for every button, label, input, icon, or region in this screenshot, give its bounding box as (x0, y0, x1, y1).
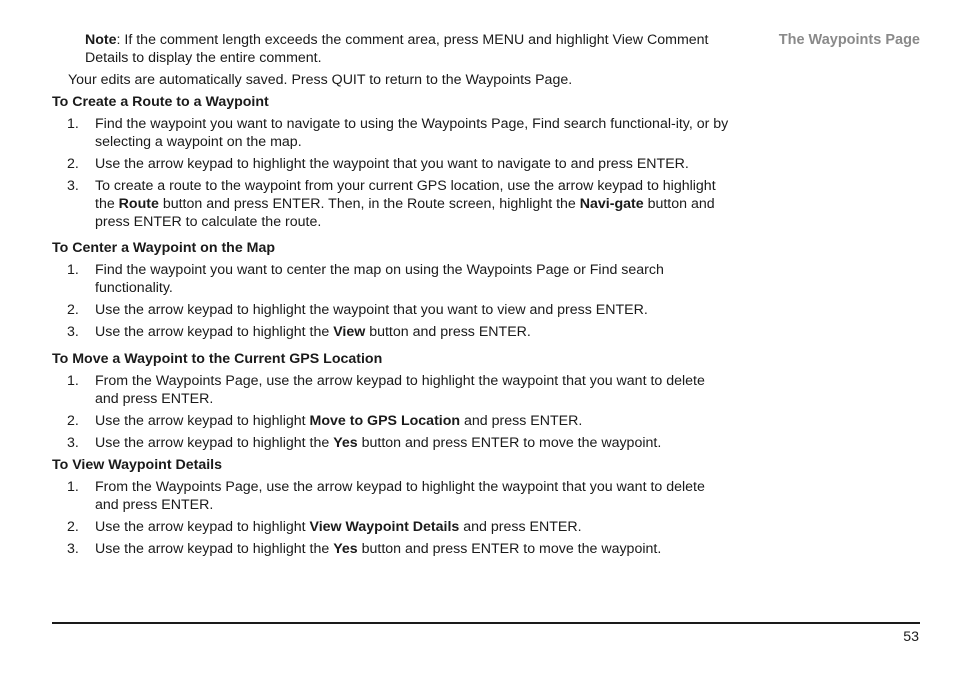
section-heading: To Create a Route to a Waypoint (52, 94, 269, 110)
step-text-bold: View Waypoint Details (309, 519, 460, 535)
step-text: and press ENTER. (460, 413, 583, 429)
step-text: button and press ENTER to move the waypoint. (357, 541, 662, 557)
section-move-waypoint (52, 350, 732, 452)
step-text: From the Waypoints Page, use the arrow keypad to highlight the waypoint that you want to delete and press ENTER. (95, 373, 705, 407)
step-number: 2. (67, 156, 79, 172)
step-number: 3. (67, 324, 79, 340)
step-item (52, 115, 732, 151)
step-text-bold: Route (118, 196, 159, 212)
step-text: Find the waypoint you want to navigate to using the Waypoints Page, Find search functional-ity, or by selecting a waypoint on the map. (95, 116, 729, 150)
step-text: Use the arrow keypad to highlight (95, 519, 310, 535)
step-text: From the Waypoints Page, use the arrow keypad to highlight the waypoint that you want to delete and press ENTER. (95, 479, 705, 513)
edits-paragraph: Your edits are automatically saved. Press QUIT to return to the Waypoints Page. (68, 72, 573, 88)
step-number: 1. (67, 479, 79, 495)
step-number: 1. (67, 373, 79, 389)
step-text-bold: Yes (333, 541, 358, 557)
step-number: 3. (67, 541, 79, 557)
section-center-waypoint (52, 239, 732, 341)
running-header: The Waypoints Page (778, 32, 920, 48)
note-text: : If the comment length exceeds the comment area, press MENU and highlight View Comment Details to display the entire comment. (85, 32, 709, 66)
section-heading: To Center a Waypoint on the Map (52, 240, 276, 256)
step-text: button and press ENTER to calculate the route. (95, 196, 715, 230)
note-paragraph (85, 31, 725, 67)
section-view-details (52, 456, 732, 558)
section-heading: To Move a Waypoint to the Current GPS Location (52, 351, 383, 367)
step-text-bold: Move to GPS Location (309, 413, 461, 429)
step-number: 1. (67, 262, 79, 278)
step-text: Use the arrow keypad to highlight (95, 413, 310, 429)
step-item (52, 540, 732, 558)
step-number: 1. (67, 116, 79, 132)
page-number: 53 (903, 629, 919, 645)
step-text: Use the arrow keypad to highlight the (95, 324, 334, 340)
document-body (52, 31, 732, 562)
step-item (52, 372, 732, 408)
step-text: Use the arrow keypad to highlight the (95, 435, 334, 451)
step-item (52, 261, 732, 297)
section-create-route (52, 93, 732, 231)
footer-rule (52, 622, 920, 624)
step-number: 3. (67, 178, 79, 194)
step-list (52, 478, 732, 558)
step-number: 2. (67, 519, 79, 535)
step-text: Use the arrow keypad to highlight the waypoint that you want to navigate to and press ENTER. (95, 156, 689, 172)
step-item (52, 323, 732, 341)
step-number: 2. (67, 302, 79, 318)
step-text: Find the waypoint you want to center the map on using the Waypoints Page or Find search functionality. (95, 262, 664, 296)
step-text: button and press ENTER to move the waypoint. (357, 435, 662, 451)
step-list (52, 115, 732, 231)
step-item (52, 412, 732, 430)
step-item (52, 301, 732, 319)
step-item (52, 518, 732, 536)
note-label: Note (85, 32, 117, 48)
step-text: Use the arrow keypad to highlight the waypoint that you want to view and press ENTER. (95, 302, 648, 318)
step-text: button and press ENTER. (365, 324, 531, 340)
step-text: and press ENTER. (459, 519, 582, 535)
step-item (52, 177, 732, 231)
step-text-bold: Navi-gate (579, 196, 644, 212)
section-heading: To View Waypoint Details (52, 457, 223, 473)
step-text-bold: View (333, 324, 366, 340)
step-list (52, 261, 732, 341)
step-text: button and press ENTER. Then, in the Route screen, highlight the (158, 196, 580, 212)
step-text: Use the arrow keypad to highlight the (95, 541, 334, 557)
step-text-bold: Yes (333, 435, 358, 451)
step-item (52, 155, 732, 173)
step-number: 2. (67, 413, 79, 429)
step-item (52, 478, 732, 514)
step-item (52, 434, 732, 452)
step-text: To create a route to the waypoint from your current GPS location, use the arrow keypad to highlight the (95, 178, 716, 212)
step-number: 3. (67, 435, 79, 451)
step-list (52, 372, 732, 452)
